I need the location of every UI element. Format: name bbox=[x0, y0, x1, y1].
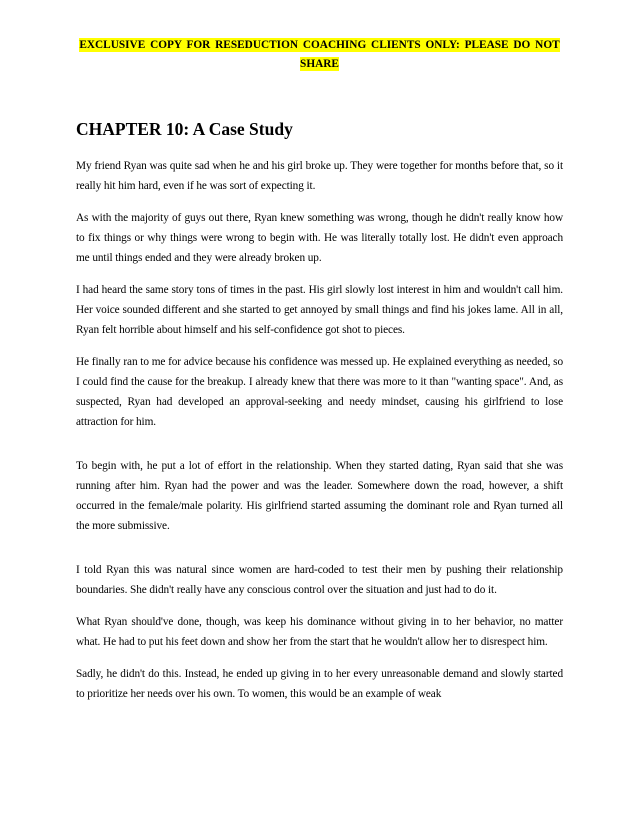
paragraph-1: My friend Ryan was quite sad when he and his girl broke up. They were together for months before that, so it really hit him hard, even if he was sort of expecting it. bbox=[76, 160, 563, 192]
paragraph-3: I had heard the same story tons of times in the past. His girl slowly lost interest in him and wouldn't call him. Her voice sounded different and she started to get annoyed by small things and find his jokes lame. All in all, Ryan felt horrible about himself and his self-confidence got shot to pieces. bbox=[76, 284, 563, 336]
paragraph-7: What Ryan should've done, though, was keep his dominance without giving in to her behavior, no matter what. He had to put his feet down and show her from the start that he wouldn't allow her to disrespect him. bbox=[76, 616, 563, 648]
document-page bbox=[76, 36, 563, 704]
paragraph-2: As with the majority of guys out there, Ryan knew something was wrong, though he didn't really know how to fix things or why things were wrong to begin with. He was literally totally lost. He didn't even approach me until things ended and they were already broken up. bbox=[76, 212, 563, 264]
chapter-title: CHAPTER 10: A Case Study bbox=[76, 119, 293, 139]
paragraph-4: He finally ran to me for advice because his confidence was messed up. He explained everything as needed, so I could find the cause for the breakup. I already knew that there was more to it than "wanting space". And, as suspected, Ryan had developed an approval-seeking and needy mindset, causing his girlfriend to lose attraction for him. bbox=[76, 356, 563, 428]
paragraph-8: Sadly, he didn't do this. Instead, he ended up giving in to her every unreasonable demand and slowly started to prioritize her needs over his own. To women, this would be an example of weak bbox=[76, 668, 563, 700]
notice-text: EXCLUSIVE COPY FOR RESEDUCTION COACHING CLIENTS ONLY: PLEASE DO NOT SHARE bbox=[79, 39, 560, 70]
paragraph-5: To begin with, he put a lot of effort in the relationship. When they started dating, Ryan said that she was running after him. Ryan had the power and was the leader. Somewhere down the road, however, a shift occurred in the female/male polarity. His girlfriend started assuming the dominant role and Ryan turned all the more submissive. bbox=[76, 460, 563, 532]
paragraph-6: I told Ryan this was natural since women are hard-coded to test their men by pushing their relationship boundaries. She didn't really have any conscious control over the situation and just had to do it. bbox=[76, 564, 563, 596]
exclusive-copy-notice bbox=[76, 36, 563, 74]
